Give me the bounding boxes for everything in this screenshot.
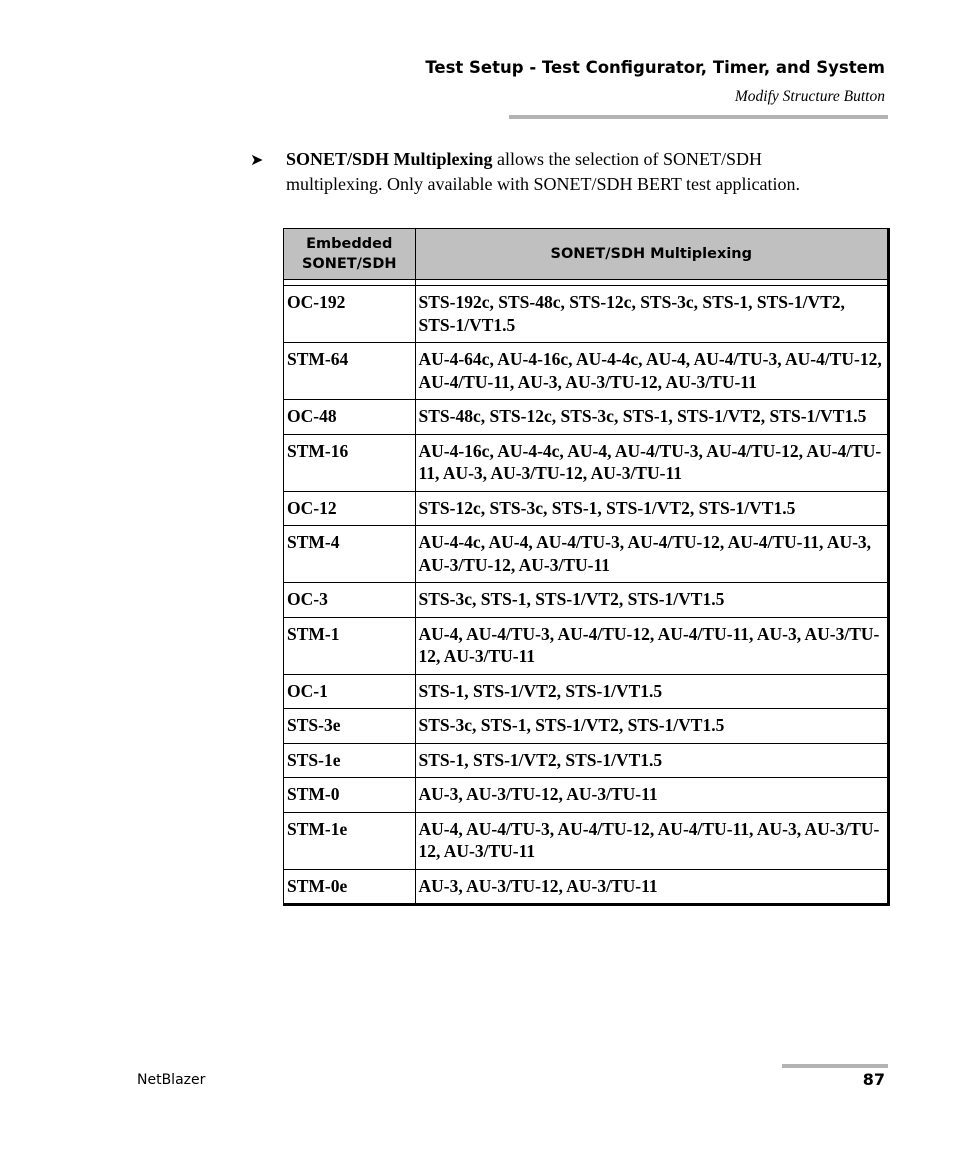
bullet-line-2: multiplexing. Only available with SONET/SDH BERT test application.: [286, 174, 801, 194]
multiplexing-options-cell: STS-3c, STS-1, STS-1/VT2, STS-1/VT1.5: [415, 709, 887, 744]
multiplexing-options-cell: STS-192c, STS-48c, STS-12c, STS-3c, STS-1, STS-1/VT2, STS-1/VT1.5: [418, 292, 845, 335]
column-header-embedded: Embedded SONET/SDH: [284, 229, 415, 280]
column-header-multiplexing: SONET/SDH Multiplexing: [415, 229, 887, 280]
embedded-rate-cell: STM-0: [284, 778, 415, 813]
embedded-rate-cell: STM-4: [284, 526, 415, 583]
section-subtitle: Modify Structure Button: [734, 88, 885, 105]
embedded-rate-cell: OC-3: [284, 583, 415, 618]
embedded-rate-cell: OC-12: [284, 491, 415, 526]
table-row: [284, 286, 887, 343]
header-rule: [509, 115, 888, 119]
embedded-rate-cell: STM-1: [284, 617, 415, 674]
table-row: [284, 743, 887, 778]
table-row: [284, 674, 887, 709]
multiplexing-options-cell: AU-3, AU-3/TU-12, AU-3/TU-11: [415, 778, 887, 813]
multiplexing-table: [283, 228, 890, 906]
table-row: [284, 812, 887, 869]
multiplexing-options-cell: AU-4-16c, AU-4-4c, AU-4, AU-4/TU-3, AU-4/TU-12, AU-4/TU-11, AU-3, AU-3/TU-12, AU-3/TU-11: [415, 434, 887, 491]
embedded-rate-cell: OC-1: [284, 674, 415, 709]
multiplexing-options-cell: AU-4-64c, AU-4-16c, AU-4-4c, AU-4, AU-4/TU-3, AU-4/TU-12, AU-4/TU-11, AU-3, AU-3/TU-12, AU-3/TU-11: [415, 343, 887, 400]
multiplexing-options-cell: AU-3, AU-3/TU-12, AU-3/TU-11: [415, 869, 887, 903]
embedded-rate-cell: STS-3e: [284, 709, 415, 744]
table-body: [284, 286, 887, 904]
embedded-rate-cell: STM-64: [284, 343, 415, 400]
table-header-row: [284, 229, 887, 280]
multiplexing-options-cell: AU-4, AU-4/TU-3, AU-4/TU-12, AU-4/TU-11, AU-3, AU-3/TU-12, AU-3/TU-11: [415, 812, 887, 869]
bullet-line-1-rest: allows the selection of SONET/SDH: [492, 149, 763, 169]
table-row: [284, 709, 887, 744]
bullet-term: SONET/SDH Multiplexing: [286, 149, 493, 169]
multiplexing-options-cell: STS-1, STS-1/VT2, STS-1/VT1.5: [415, 743, 887, 778]
page-number: 87: [862, 1070, 885, 1089]
embedded-rate-cell: OC-48: [284, 400, 415, 435]
bullet-paragraph: [286, 147, 886, 197]
table-row: [284, 617, 887, 674]
table-row: [284, 869, 887, 903]
embedded-rate-cell: STM-1e: [284, 812, 415, 869]
table-row: [284, 343, 887, 400]
section-title: Test Setup - Test Configurator, Timer, and System: [425, 58, 885, 77]
table-row: [284, 526, 887, 583]
footer-rule: [782, 1064, 888, 1068]
embedded-rate-cell: OC-192: [284, 286, 415, 343]
multiplexing-options-cell: STS-1, STS-1/VT2, STS-1/VT1.5: [415, 674, 887, 709]
footer-product-name: NetBlazer: [137, 1072, 206, 1088]
embedded-rate-cell: STM-16: [284, 434, 415, 491]
bullet-arrow-icon: ➤: [250, 150, 264, 169]
table-row: [284, 491, 887, 526]
table-row: [284, 778, 887, 813]
embedded-rate-cell: STS-1e: [284, 743, 415, 778]
table-row: [284, 583, 887, 618]
multiplexing-options-cell: STS-3c, STS-1, STS-1/VT2, STS-1/VT1.5: [415, 583, 887, 618]
multiplexing-options-cell: STS-48c, STS-12c, STS-3c, STS-1, STS-1/VT2, STS-1/VT1.5: [415, 400, 887, 435]
bullet-line-1: [286, 147, 886, 172]
multiplexing-options-cell: AU-4-4c, AU-4, AU-4/TU-3, AU-4/TU-12, AU-4/TU-11, AU-3, AU-3/TU-12, AU-3/TU-11: [415, 526, 887, 583]
table-row: [284, 434, 887, 491]
multiplexing-options-cell: STS-12c, STS-3c, STS-1, STS-1/VT2, STS-1/VT1.5: [415, 491, 887, 526]
table-row: [284, 400, 887, 435]
embedded-rate-cell: STM-0e: [284, 869, 415, 903]
multiplexing-options-cell: AU-4, AU-4/TU-3, AU-4/TU-12, AU-4/TU-11, AU-3, AU-3/TU-12, AU-3/TU-11: [415, 617, 887, 674]
